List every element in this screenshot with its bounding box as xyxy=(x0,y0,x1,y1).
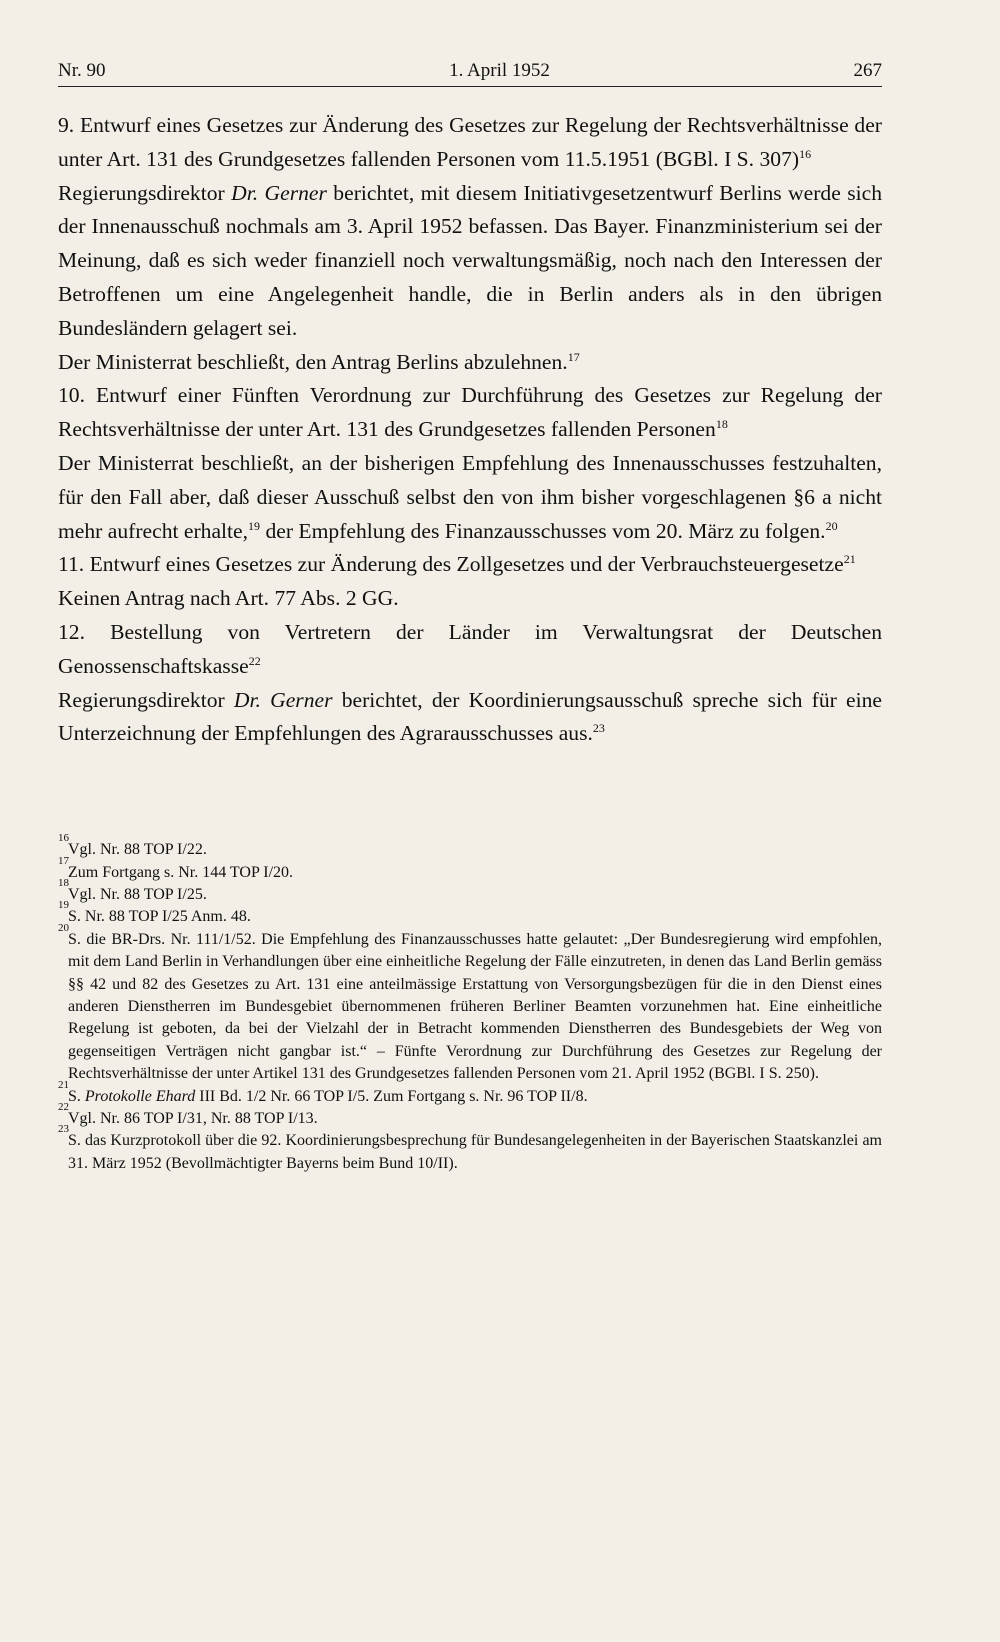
running-head xyxy=(58,60,882,87)
footnote: 20 S. die BR-Drs. Nr. 111/1/52. Die Empfehlung des Finanzausschusses hatte gelautet: „Der Bundesregierung wird empfohlen, mit dem Land Berlin in Verhandlungen über eine einheitliche Regelung der Fälle einzutreten, in denen das Land Berlin gemäss §§ 42 und 82 des Gesetzes zu Art. 131 eine anteilmässige Erstattung von Versorgungsbezügen für die in den Dienst eines anderen Dienstherren im Bundesgebiet übernommenen früheren Berliner Beamten vorzunehmen hat. Eine einheitliche Regelung ist geboten, da bei der Vielzahl der in Betracht kommenden Dienstherren des Bundesgebiets der Weg von gegenseitigen Verträgen nicht gangbar ist.“ – Fünfte Verordnung zur Durchführung des Gesetzes zur Regelung der Rechtsverhältnisse der unter Artikel 131 des Grundgesetzes fallenden Personen vom 21. April 1952 (BGBl. I S. 250). xyxy=(58,929,882,1086)
footnote-ref: 23 xyxy=(592,721,605,736)
footnote: 16 Vgl. Nr. 88 TOP I/22. xyxy=(58,839,882,861)
footnote-ref: 16 xyxy=(799,146,812,161)
document-number: Nr. 90 xyxy=(58,60,106,81)
footnote: 23 S. das Kurzprotokoll über die 92. Koordinierungsbesprechung für Bundesangelegenheiten in der Bayerischen Staatskanzlei am 31. März 1952 (Bevollmächtigter Bayerns beim Bund 10/II). xyxy=(58,1130,882,1175)
agenda-item-11-decision: Keinen Antrag nach Art. 77 Abs. 2 GG. xyxy=(58,586,399,611)
agenda-item-11-title: 11. Entwurf eines Gesetzes zur Änderung des Zollgesetzes und der Verbrauchsteuergesetze$^{21}$ xyxy=(58,552,856,577)
footnotes xyxy=(58,832,882,1175)
agenda-item-12-report: Regierungsdirektor Dr. Gerner berichtet, der Koordinierungsausschuß spreche sich für eine Unterzeichnung der Empfehlungen des Agrarausschusses aus.$^{23}$ xyxy=(58,687,882,746)
footnote-text: S. Protokolle Ehard III Bd. 1/2 Nr. 66 TOP I/5. Zum Fortgang s. Nr. 96 TOP II/8. xyxy=(68,1087,588,1105)
footnote: 22 Vgl. Nr. 86 TOP I/31, Nr. 88 TOP I/13. xyxy=(58,1108,882,1130)
agenda-item-9-title: 9. Entwurf eines Gesetzes zur Änderung des Gesetzes zur Regelung der Rechtsverhältnisse der unter Art. 131 des Grundgesetzes fallenden Personen vom 11.5.1951 (BGBl. I S. 307)$^{16}$ xyxy=(58,113,882,171)
page-number: 267 xyxy=(853,60,882,81)
footnote-ref: 18 xyxy=(715,417,728,432)
speaker-name: Dr. Gerner xyxy=(233,687,333,712)
agenda-item-10-title: 10. Entwurf einer Fünften Verordnung zur Durchführung des Gesetzes zur Regelung der Rechtsverhältnisse der unter Art. 131 des Grundgesetzes fallenden Personen$^{18}$ xyxy=(58,383,882,442)
publication-title: Protokolle Ehard xyxy=(84,1087,196,1105)
footnote-text: S. die BR-Drs. Nr. 111/1/52. Die Empfehlung des Finanzausschusses hatte gelautet: „Der Bundesregierung wird empfohlen, mit dem Land Berlin in Verhandlungen über eine einheitliche Regelung der Fälle einzutreten, in denen das Land Berlin gemäss §§ 42 und 82 des Gesetzes zu Art. 131 eine anteilmässige Erstattung von Versorgungsbezügen für die in den Dienst eines anderen Dienstherren im Bundesgebiet übernommenen früheren Berliner Beamten vorzunehmen hat. Eine einheitliche Regelung ist geboten, da bei der Vielzahl der in Betracht kommenden Dienstherren des Bundesgebiets der Weg von gegenseitigen Verträgen nicht gangbar ist.“ – Fünfte Verordnung zur Durchführung des Gesetzes zur Regelung der Rechtsverhältnisse der unter Artikel 131 des Grundgesetzes fallenden Personen vom 21. April 1952 (BGBl. I S. 250). xyxy=(68,930,882,1083)
footnote-ref: 22 xyxy=(248,653,261,668)
agenda-item-9-decision: Der Ministerrat beschließt, den Antrag Berlins abzulehnen.$^{17}$ xyxy=(58,349,580,374)
footnote-text: Zum Fortgang s. Nr. 144 TOP I/20. xyxy=(68,863,294,881)
footnote: 21 S. Protokolle Ehard III Bd. 1/2 Nr. 66 TOP I/5. Zum Fortgang s. Nr. 96 TOP II/8. xyxy=(58,1086,882,1108)
session-date: 1. April 1952 xyxy=(449,60,550,81)
footnote-text: Vgl. Nr. 88 TOP I/22. xyxy=(68,841,207,859)
footnote-text: Vgl. Nr. 86 TOP I/31, Nr. 88 TOP I/13. xyxy=(68,1110,318,1128)
footnote: 17 Zum Fortgang s. Nr. 144 TOP I/20. xyxy=(58,862,882,884)
footnote-ref: 19 xyxy=(248,518,261,533)
agenda-item-12-title: 12. Bestellung von Vertretern der Länder im Verwaltungsrat der Deutschen Genossenschaftskasse$^{22}$ xyxy=(58,619,882,678)
footnote-ref: 17 xyxy=(567,349,580,364)
agenda-item-10-decision: Der Ministerrat beschließt, an der bisherigen Empfehlung des Innenausschusses festzuhalten, für den Fall aber, daß dieser Ausschuß selbst den von ihm bisher vorgeschlagenen §6 a nicht mehr aufrecht erhalte,$^{19}$ der Empfehlung des Finanzausschusses vom 20. März zu folgen.$^{20}$ xyxy=(58,450,882,543)
footnote-ref: 21 xyxy=(843,552,856,567)
main-text xyxy=(58,109,882,751)
document-page xyxy=(58,60,882,1175)
footnote-text: Vgl. Nr. 88 TOP I/25. xyxy=(68,885,207,903)
footnote: 19 S. Nr. 88 TOP I/25 Anm. 48. xyxy=(58,906,882,928)
speaker-name: Dr. Gerner xyxy=(231,180,327,205)
footnote-text: S. Nr. 88 TOP I/25 Anm. 48. xyxy=(68,908,251,926)
footnote-ref: 20 xyxy=(825,518,838,533)
footnote-text: S. das Kurzprotokoll über die 92. Koordinierungsbesprechung für Bundesangelegenheiten in der Bayerischen Staatskanzlei am 31. März 1952 (Bevollmächtigter Bayerns beim Bund 10/II). xyxy=(68,1132,882,1172)
footnote: 18 Vgl. Nr. 88 TOP I/25. xyxy=(58,884,882,906)
agenda-item-9-report: Regierungsdirektor Dr. Gerner berichtet, mit diesem Initiativgesetzentwurf Berlins werde sich der Innenausschuß nochmals am 3. April 1952 befassen. Das Bayer. Finanzministerium sei der Meinung, daß es sich weder finanziell noch verwaltungsmäßig, noch nach den Interessen der Betroffenen um eine Angelegenheit handle, die in Berlin anders als in den übrigen Bundesländern gelagert sei. xyxy=(58,180,882,340)
